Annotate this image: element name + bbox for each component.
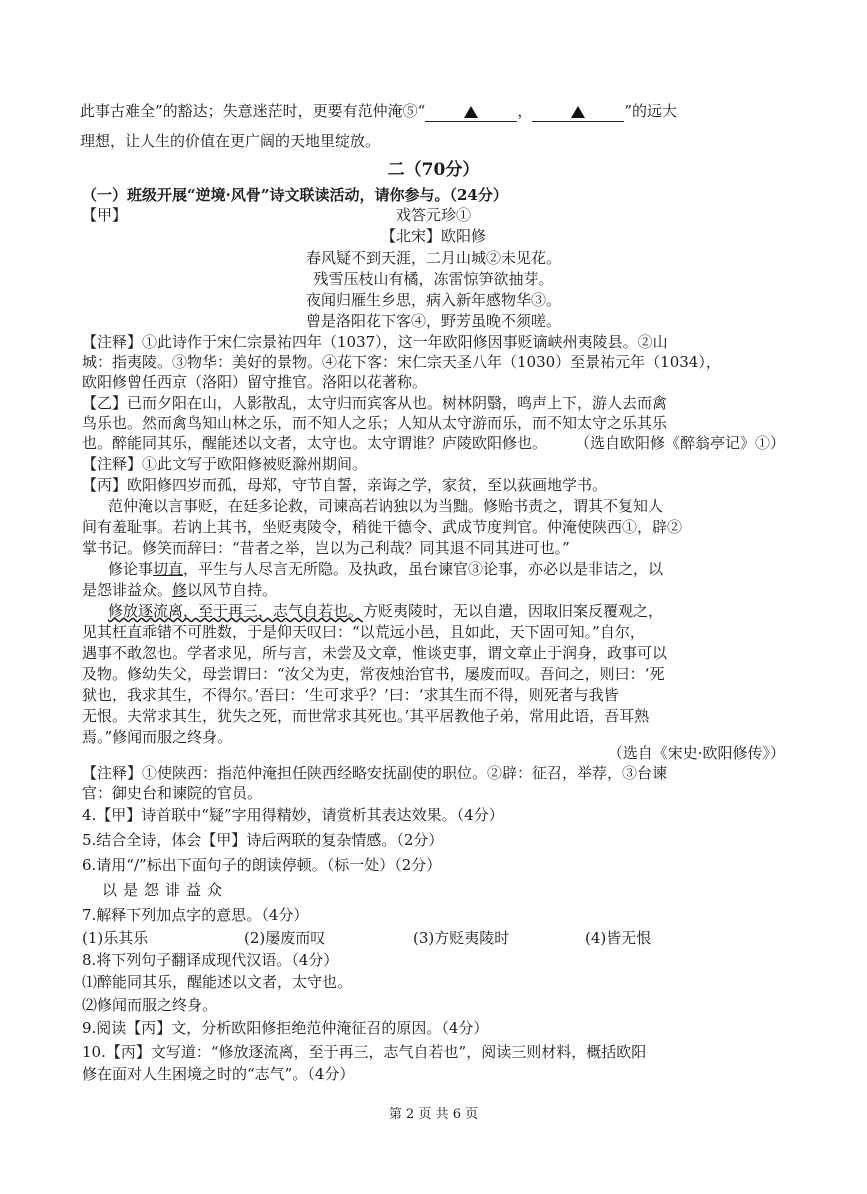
bing-line-4: 掌书记。修笑而辞曰：“昔者之举，岂以为己利哉？同其退不同其进可也。” [82,539,570,557]
bing-line-5: 修论事切直，平生与人尽言无所隐。及执政，虽台谏官③论事，亦必以是非诘之，以 [108,560,664,578]
poem-line-2: 残雪压枝山有橘，冻雷惊笋欲抽芽。 [313,270,554,288]
bing-line-6: 是怨诽益众。修以风节自持。 [82,581,278,599]
intro-line-2: 理想，让人生的价值在更广阔的天地里绽放。 [80,132,381,150]
question-7-item-4: (4)皆无恨 [585,929,652,947]
poem-title: 戏答元珍① [395,206,471,224]
poem-line-1: 春风疑不到天涯，二月山城②未见花。 [305,249,561,267]
question-8-1: ⑴醉能同其乐，醒能述以文者，太守也。 [82,973,353,991]
question-6-sentence: 以是怨诽益众 [102,881,229,899]
yi-line-3: 也。醉能同其乐，醒能述以文者，太守也。太守谓谁？庐陵欧阳修也。 [82,434,548,452]
jia-note-3: 欧阳修曾任西京（洛阳）留守推官。洛阳以花著称。 [82,373,428,391]
jia-note-2: 城：指夷陵。③物华：美好的景物。④花下客：宋仁宗天圣八年（1030）至景祐元年（1034）， [82,353,721,371]
yi-line-1: 【乙】已而夕阳在山，人影散乱，太守归而宾客从也。树林阴翳，鸣声上下，游人去而禽 [82,394,668,412]
poem-author: 【北宋】欧阳修 [380,227,486,245]
question-8: 8.将下列句子翻译成现代汉语。（4分） [82,951,339,969]
bing-line-11: 狱也，我求其生，不得尔。’吾曰：‘生可求乎？’曰：‘求其生而不得，则死者与我皆 [82,686,619,704]
triangle-marker-icon [464,106,478,118]
bing-line-13: 焉。”修闻而服之终身。 [82,728,233,746]
question-7-item-2: (2)屡废而叹 [244,929,326,947]
bing-line-9: 遇事不敢忽也。学者求见，所与言，未尝及文章，惟谈吏事，谓文章止于润身，政事可以 [82,644,668,662]
wavy-underlined-sentence: 修放逐流离，至于再三，志气自若也。 [108,602,364,620]
question-5: 5.结合全诗，体会【甲】诗后两联的复杂情感。（2分） [82,831,444,849]
question-7-item-3: (3)方贬夷陵时 [413,929,510,947]
intro-text-c: ”的远大 [624,102,678,120]
answer-blank-1[interactable] [425,101,517,122]
poem-line-4: 曾是洛阳花下客④，野芳虽晚不须嗟。 [305,312,561,330]
intro-line-1 [80,101,677,122]
section-title: 二（70分） [387,160,480,180]
jia-tag: 【甲】 [82,206,128,224]
part-one-title: （一）班级开展“逆境·风骨”诗文联读活动，请你参与。（24分） [82,186,508,204]
underlined-word: 修 [172,581,188,599]
page-footer: 第 2 页 共 6 页 [388,1107,479,1122]
question-10-a: 10.【丙】文写道：“修放逐流离，至于再三，志气自若也”，阅读三则材料，概括欧阳 [82,1043,647,1061]
underlined-word: 切直 [153,560,184,578]
question-9: 9.阅读【丙】文，分析欧阳修拒绝范仲淹征召的原因。（4分） [82,1019,489,1037]
question-7: 7.解释下列加点字的意思。（4分） [82,906,309,924]
question-10-b: 修在面对人生困境之时的“志气”。（4分） [82,1065,355,1083]
intro-text-a: 此事古难全”的豁达；失意迷茫时，更要有范仲淹⑤“ [80,102,426,120]
yi-line-2: 鸟乐也。然而禽鸟知山林之乐，而不知人之乐；人知从太守游而乐，而不知太守之乐其乐 [82,414,668,432]
bing-note-1: 【注释】①使陕西：指范仲淹担任陕西经略安抚副使的职位。②辟：征召，举荐，③台谏 [82,764,668,782]
bing-line-3: 间有羞耻事。若讷上其书，坐贬夷陵令，稍徙干德令、武成节度判官。仲淹使陕西①，辟② [82,518,683,536]
bing-line-1: 【丙】欧阳修四岁而孤，母郑，守节自誓，亲诲之学，家贫，至以荻画地学书。 [82,476,608,494]
bing-line-8: 见其枉直乖错不可胜数，于是仰天叹曰：“以荒远小邑，且如此，天下固可知。”自尔， [82,623,645,641]
question-4: 4.【甲】诗首联中“疑”字用得精妙，请赏析其表达效果。（4分） [82,806,504,824]
question-8-2: ⑵修闻而服之终身。 [82,996,218,1014]
poem-line-3: 夜闻归雁生乡思，病入新年感物华③。 [305,291,561,309]
answer-blank-2[interactable] [532,101,624,122]
jia-note-1: 【注释】①此诗作于宋仁宗景祐四年（1037），这一年欧阳修因事贬谪峡州夷陵县。②山 [82,333,668,351]
yi-note: 【注释】①此文写于欧阳修被贬滁州期间。 [82,455,368,473]
question-6: 6.请用“/”标出下面句子的朗读停顿。（标一处）（2分） [82,856,442,874]
bing-line-7: 修放逐流离，至于再三，志气自若也。方贬夷陵时，无以自遣，因取旧案反覆观之， [108,602,664,620]
bing-note-2: 官：御史台和谏院的官员。 [82,784,263,802]
bing-line-10: 及物。修幼失父，母尝谓曰：“汝父为吏，常夜烛治官书，屡废而叹。吾问之，则曰：‘死 [82,665,665,683]
bing-line-12: 无恨。夫常求其生，犹失之死，而世常求其死也。’其平居教他子弟，常用此语，吾耳熟 [82,707,650,725]
bing-source: （选自《宋史·欧阳修传》） [607,744,785,762]
bing-line-2: 范仲淹以言事贬，在廷多论救，司谏高若讷独以为当黜。修贻书责之，谓其不复知人 [108,497,664,515]
yi-source: （选自欧阳修《醉翁亭记》①） [574,434,785,452]
triangle-marker-icon [571,106,585,118]
question-7-item-1: (1)乐其乐 [82,929,149,947]
intro-text-b: ， [517,102,533,120]
